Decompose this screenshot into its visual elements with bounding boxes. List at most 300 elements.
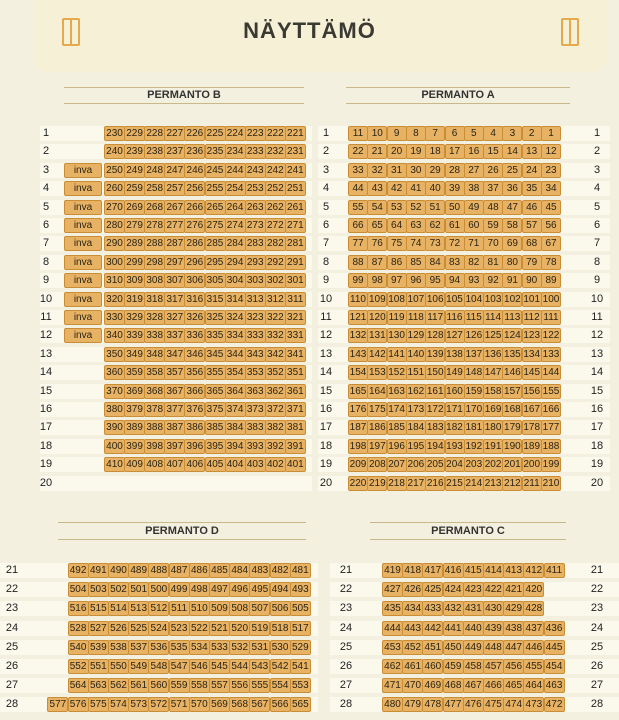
seat-permanto-b[interactable]: 288 bbox=[144, 236, 165, 251]
seat-permanto-d[interactable]: 525 bbox=[128, 621, 149, 636]
seat-permanto-b[interactable]: 388 bbox=[144, 420, 165, 435]
seat-permanto-a[interactable]: 83 bbox=[445, 255, 465, 270]
seat-permanto-d[interactable]: 546 bbox=[189, 659, 210, 674]
seat-permanto-a[interactable]: 70 bbox=[483, 236, 503, 251]
seat-permanto-d[interactable]: 492 bbox=[68, 563, 89, 578]
seat-permanto-d[interactable]: 501 bbox=[128, 582, 149, 597]
seat-permanto-c[interactable]: 424 bbox=[443, 582, 464, 597]
seat-permanto-a[interactable]: 133 bbox=[542, 349, 560, 360]
seat-permanto-a[interactable]: 204 bbox=[446, 459, 463, 470]
seat-permanto-b[interactable]: 400 bbox=[104, 439, 125, 454]
seat-permanto-b[interactable]: 222 bbox=[265, 126, 286, 141]
seat-permanto-b[interactable]: 377 bbox=[164, 402, 185, 417]
seat-permanto-a[interactable]: 26 bbox=[483, 163, 503, 178]
seat-permanto-a[interactable]: 21 bbox=[367, 144, 387, 159]
seat-permanto-d[interactable]: 515 bbox=[88, 601, 109, 616]
seat-permanto-c[interactable]: 443 bbox=[402, 621, 423, 636]
seat-permanto-c[interactable]: 476 bbox=[463, 697, 484, 712]
seat-permanto-c[interactable]: 469 bbox=[422, 678, 443, 693]
seat-permanto-c[interactable]: 414 bbox=[483, 563, 504, 578]
seat-permanto-d[interactable]: 510 bbox=[189, 601, 210, 616]
seat-permanto-d[interactable]: 569 bbox=[209, 697, 230, 712]
seat-permanto-d[interactable]: 572 bbox=[148, 697, 169, 712]
seat-permanto-d[interactable]: 559 bbox=[169, 678, 190, 693]
seat-permanto-c[interactable]: 427 bbox=[382, 582, 403, 597]
seat-permanto-a[interactable]: 94 bbox=[445, 273, 465, 288]
seat-permanto-a[interactable]: 148 bbox=[465, 367, 483, 378]
seat-permanto-a[interactable]: 208 bbox=[368, 459, 386, 470]
seat-permanto-b[interactable]: 354 bbox=[225, 365, 246, 380]
seat-permanto-b[interactable]: 374 bbox=[225, 402, 246, 417]
seat-permanto-a[interactable]: 131 bbox=[368, 330, 386, 341]
seat-permanto-a[interactable]: 200 bbox=[523, 459, 541, 470]
wheelchair-seat[interactable]: inva bbox=[64, 163, 102, 178]
seat-permanto-a[interactable]: 132 bbox=[349, 330, 367, 341]
seat-permanto-c[interactable]: 418 bbox=[402, 563, 423, 578]
seat-permanto-b[interactable]: 407 bbox=[164, 457, 185, 472]
seat-permanto-b[interactable]: 398 bbox=[144, 439, 165, 454]
seat-permanto-a[interactable]: 218 bbox=[388, 478, 405, 489]
seat-permanto-d[interactable]: 504 bbox=[68, 582, 89, 597]
seat-permanto-d[interactable]: 526 bbox=[108, 621, 129, 636]
seat-permanto-d[interactable]: 570 bbox=[189, 697, 210, 712]
seat-permanto-b[interactable]: 275 bbox=[205, 218, 226, 233]
seat-permanto-c[interactable]: 426 bbox=[402, 582, 423, 597]
seat-permanto-b[interactable]: 369 bbox=[124, 384, 145, 399]
seat-permanto-c[interactable]: 450 bbox=[443, 640, 464, 655]
seat-permanto-a[interactable]: 73 bbox=[425, 236, 445, 251]
wheelchair-seat[interactable]: inva bbox=[64, 310, 102, 325]
seat-permanto-b[interactable]: 234 bbox=[225, 144, 246, 159]
seat-permanto-b[interactable]: 231 bbox=[285, 144, 306, 159]
seat-permanto-b[interactable]: 396 bbox=[184, 439, 205, 454]
seat-permanto-a[interactable]: 152 bbox=[388, 367, 405, 378]
seat-permanto-c[interactable]: 432 bbox=[443, 601, 464, 616]
seat-permanto-b[interactable]: 362 bbox=[265, 384, 286, 399]
seat-permanto-b[interactable]: 272 bbox=[265, 218, 286, 233]
seat-permanto-c[interactable]: 466 bbox=[483, 678, 504, 693]
seat-permanto-b[interactable]: 266 bbox=[184, 200, 205, 215]
seat-permanto-a[interactable]: 12 bbox=[541, 144, 561, 159]
seat-permanto-a[interactable]: 23 bbox=[541, 163, 561, 178]
seat-permanto-a[interactable]: 107 bbox=[407, 294, 425, 305]
seat-permanto-b[interactable]: 402 bbox=[265, 457, 286, 472]
seat-permanto-a[interactable]: 128 bbox=[426, 330, 444, 341]
seat-permanto-c[interactable]: 445 bbox=[544, 640, 565, 655]
seat-permanto-b[interactable]: 331 bbox=[285, 328, 306, 343]
seat-permanto-d[interactable]: 516 bbox=[68, 601, 89, 616]
seat-permanto-b[interactable]: 301 bbox=[285, 273, 306, 288]
seat-permanto-b[interactable]: 289 bbox=[124, 236, 145, 251]
seat-permanto-a[interactable]: 127 bbox=[446, 330, 463, 341]
seat-permanto-a[interactable]: 56 bbox=[541, 218, 561, 233]
seat-permanto-d[interactable]: 481 bbox=[290, 563, 311, 578]
seat-permanto-c[interactable]: 412 bbox=[523, 563, 544, 578]
seat-permanto-b[interactable]: 394 bbox=[225, 439, 246, 454]
seat-permanto-a[interactable]: 74 bbox=[406, 236, 426, 251]
seat-permanto-c[interactable]: 457 bbox=[483, 659, 504, 674]
seat-permanto-a[interactable]: 122 bbox=[542, 330, 560, 341]
seat-permanto-c[interactable]: 464 bbox=[523, 678, 544, 693]
seat-permanto-a[interactable]: 51 bbox=[425, 200, 445, 215]
seat-permanto-a[interactable]: 55 bbox=[348, 200, 368, 215]
seat-permanto-c[interactable]: 434 bbox=[402, 601, 423, 616]
seat-permanto-b[interactable]: 403 bbox=[245, 457, 266, 472]
seat-permanto-a[interactable]: 84 bbox=[425, 255, 445, 270]
wheelchair-seat[interactable]: inva bbox=[64, 200, 102, 215]
wheelchair-seat[interactable]: inva bbox=[64, 218, 102, 233]
seat-permanto-a[interactable]: 5 bbox=[464, 126, 484, 141]
seat-permanto-b[interactable]: 391 bbox=[285, 439, 306, 454]
seat-permanto-b[interactable]: 379 bbox=[124, 402, 145, 417]
seat-permanto-a[interactable]: 18 bbox=[425, 144, 445, 159]
seat-permanto-a[interactable]: 90 bbox=[522, 273, 542, 288]
seat-permanto-b[interactable]: 290 bbox=[104, 236, 125, 251]
seat-permanto-d[interactable]: 561 bbox=[128, 678, 149, 693]
seat-permanto-a[interactable]: 41 bbox=[406, 181, 426, 196]
seat-permanto-a[interactable]: 44 bbox=[348, 181, 368, 196]
seat-permanto-a[interactable]: 197 bbox=[368, 441, 386, 452]
seat-permanto-d[interactable]: 489 bbox=[128, 563, 149, 578]
seat-permanto-a[interactable]: 42 bbox=[387, 181, 407, 196]
seat-permanto-a[interactable]: 1 bbox=[541, 126, 561, 141]
seat-permanto-d[interactable]: 540 bbox=[68, 640, 89, 655]
seat-permanto-a[interactable]: 173 bbox=[407, 404, 425, 415]
seat-permanto-d[interactable]: 543 bbox=[249, 659, 270, 674]
seat-permanto-a[interactable]: 135 bbox=[504, 349, 521, 360]
seat-permanto-d[interactable]: 503 bbox=[88, 582, 109, 597]
seat-permanto-a[interactable]: 141 bbox=[388, 349, 405, 360]
seat-permanto-d[interactable]: 541 bbox=[290, 659, 311, 674]
seat-permanto-b[interactable]: 320 bbox=[104, 292, 125, 307]
seat-permanto-a[interactable]: 157 bbox=[504, 386, 521, 397]
seat-permanto-d[interactable]: 566 bbox=[270, 697, 291, 712]
seat-permanto-b[interactable]: 230 bbox=[104, 126, 125, 141]
seat-permanto-a[interactable]: 117 bbox=[425, 310, 445, 325]
wheelchair-seat[interactable]: inva bbox=[64, 292, 102, 307]
seat-permanto-a[interactable]: 177 bbox=[542, 422, 560, 433]
seat-permanto-a[interactable]: 7 bbox=[425, 126, 445, 141]
seat-permanto-c[interactable]: 479 bbox=[402, 697, 423, 712]
seat-permanto-c[interactable]: 468 bbox=[443, 678, 464, 693]
seat-permanto-d[interactable]: 562 bbox=[108, 678, 129, 693]
seat-permanto-c[interactable]: 470 bbox=[402, 678, 423, 693]
seat-permanto-d[interactable]: 574 bbox=[108, 697, 129, 712]
seat-permanto-d[interactable]: 507 bbox=[249, 601, 270, 616]
seat-permanto-a[interactable]: 14 bbox=[502, 144, 522, 159]
seat-permanto-a[interactable]: 69 bbox=[502, 236, 522, 251]
seat-permanto-d[interactable]: 575 bbox=[88, 697, 109, 712]
seat-permanto-a[interactable]: 75 bbox=[387, 236, 407, 251]
seat-permanto-b[interactable]: 381 bbox=[285, 420, 306, 435]
seat-permanto-a[interactable]: 36 bbox=[502, 181, 522, 196]
seat-permanto-a[interactable]: 149 bbox=[446, 367, 463, 378]
seat-permanto-b[interactable]: 291 bbox=[285, 255, 306, 270]
seat-permanto-b[interactable]: 345 bbox=[205, 347, 226, 362]
seat-permanto-b[interactable]: 299 bbox=[124, 255, 145, 270]
seat-permanto-c[interactable]: 438 bbox=[503, 621, 524, 636]
seat-permanto-c[interactable]: 433 bbox=[422, 601, 443, 616]
seat-permanto-c[interactable]: 428 bbox=[523, 601, 544, 616]
seat-permanto-b[interactable]: 292 bbox=[265, 255, 286, 270]
seat-permanto-a[interactable]: 209 bbox=[349, 459, 367, 470]
seat-permanto-d[interactable]: 560 bbox=[148, 678, 169, 693]
seat-permanto-b[interactable]: 408 bbox=[144, 457, 165, 472]
seat-permanto-a[interactable]: 35 bbox=[522, 181, 542, 196]
seat-permanto-d[interactable]: 555 bbox=[249, 678, 270, 693]
seat-permanto-b[interactable]: 361 bbox=[285, 384, 306, 399]
seat-permanto-a[interactable]: 92 bbox=[483, 273, 503, 288]
seat-permanto-d[interactable]: 538 bbox=[108, 640, 129, 655]
seat-permanto-d[interactable]: 577 bbox=[47, 697, 68, 712]
seat-permanto-a[interactable]: 25 bbox=[502, 163, 522, 178]
seat-permanto-a[interactable]: 2 bbox=[522, 126, 542, 141]
seat-permanto-a[interactable]: 112 bbox=[522, 310, 542, 325]
seat-permanto-b[interactable]: 227 bbox=[164, 126, 185, 141]
seat-permanto-b[interactable]: 401 bbox=[285, 457, 306, 472]
seat-permanto-b[interactable]: 350 bbox=[104, 347, 125, 362]
seat-permanto-b[interactable]: 297 bbox=[164, 255, 185, 270]
seat-permanto-a[interactable]: 206 bbox=[407, 459, 425, 470]
seat-permanto-d[interactable]: 505 bbox=[290, 601, 311, 616]
seat-permanto-a[interactable]: 146 bbox=[504, 367, 521, 378]
seat-permanto-a[interactable]: 96 bbox=[406, 273, 426, 288]
seat-permanto-b[interactable]: 304 bbox=[225, 273, 246, 288]
seat-permanto-a[interactable]: 39 bbox=[445, 181, 465, 196]
seat-permanto-d[interactable]: 532 bbox=[229, 640, 250, 655]
seat-permanto-b[interactable]: 389 bbox=[124, 420, 145, 435]
seat-permanto-a[interactable]: 123 bbox=[523, 330, 541, 341]
seat-permanto-b[interactable]: 333 bbox=[245, 328, 266, 343]
seat-permanto-b[interactable]: 332 bbox=[265, 328, 286, 343]
seat-permanto-a[interactable]: 81 bbox=[483, 255, 503, 270]
seat-permanto-d[interactable]: 520 bbox=[229, 621, 250, 636]
seat-permanto-c[interactable]: 413 bbox=[503, 563, 524, 578]
seat-permanto-b[interactable]: 269 bbox=[124, 200, 145, 215]
seat-permanto-a[interactable]: 17 bbox=[445, 144, 465, 159]
seat-permanto-b[interactable]: 302 bbox=[265, 273, 286, 288]
seat-permanto-c[interactable]: 455 bbox=[523, 659, 544, 674]
seat-permanto-a[interactable]: 167 bbox=[523, 404, 541, 415]
seat-permanto-b[interactable]: 300 bbox=[104, 255, 125, 270]
seat-permanto-b[interactable]: 284 bbox=[225, 236, 246, 251]
seat-permanto-b[interactable]: 406 bbox=[184, 457, 205, 472]
seat-permanto-b[interactable]: 323 bbox=[245, 310, 266, 325]
seat-permanto-a[interactable]: 187 bbox=[349, 422, 367, 433]
seat-permanto-b[interactable]: 317 bbox=[164, 292, 185, 307]
seat-permanto-b[interactable]: 239 bbox=[124, 144, 145, 159]
seat-permanto-c[interactable]: 416 bbox=[443, 563, 464, 578]
seat-permanto-a[interactable]: 114 bbox=[483, 310, 503, 325]
seat-permanto-c[interactable]: 425 bbox=[422, 582, 443, 597]
seat-permanto-a[interactable]: 116 bbox=[445, 310, 465, 325]
seat-permanto-b[interactable]: 326 bbox=[184, 310, 205, 325]
seat-permanto-a[interactable]: 8 bbox=[406, 126, 426, 141]
seat-permanto-a[interactable]: 166 bbox=[542, 404, 560, 415]
seat-permanto-a[interactable]: 205 bbox=[426, 459, 444, 470]
seat-permanto-d[interactable]: 531 bbox=[249, 640, 270, 655]
seat-permanto-a[interactable]: 93 bbox=[464, 273, 484, 288]
seat-permanto-b[interactable]: 358 bbox=[144, 365, 165, 380]
seat-permanto-b[interactable]: 287 bbox=[164, 236, 185, 251]
seat-permanto-b[interactable]: 368 bbox=[144, 384, 165, 399]
seat-permanto-b[interactable]: 248 bbox=[144, 163, 165, 178]
seat-permanto-b[interactable]: 353 bbox=[245, 365, 266, 380]
seat-permanto-d[interactable]: 483 bbox=[249, 563, 270, 578]
seat-permanto-a[interactable]: 105 bbox=[446, 294, 463, 305]
seat-permanto-b[interactable]: 273 bbox=[245, 218, 266, 233]
seat-permanto-a[interactable]: 201 bbox=[504, 459, 521, 470]
seat-permanto-b[interactable]: 246 bbox=[184, 163, 205, 178]
seat-permanto-a[interactable]: 99 bbox=[348, 273, 368, 288]
seat-permanto-b[interactable]: 303 bbox=[245, 273, 266, 288]
seat-permanto-b[interactable]: 229 bbox=[124, 126, 145, 141]
seat-permanto-a[interactable]: 103 bbox=[484, 294, 502, 305]
seat-permanto-a[interactable]: 202 bbox=[484, 459, 502, 470]
seat-permanto-c[interactable]: 472 bbox=[544, 697, 565, 712]
seat-permanto-d[interactable]: 485 bbox=[209, 563, 230, 578]
seat-permanto-c[interactable]: 452 bbox=[402, 640, 423, 655]
seat-permanto-a[interactable]: 193 bbox=[446, 441, 463, 452]
seat-permanto-a[interactable]: 142 bbox=[368, 349, 386, 360]
seat-permanto-a[interactable]: 165 bbox=[349, 386, 367, 397]
seat-permanto-d[interactable]: 557 bbox=[209, 678, 230, 693]
seat-permanto-b[interactable]: 270 bbox=[104, 200, 125, 215]
seat-permanto-b[interactable]: 386 bbox=[184, 420, 205, 435]
seat-permanto-a[interactable]: 183 bbox=[426, 422, 444, 433]
seat-permanto-b[interactable]: 364 bbox=[225, 384, 246, 399]
seat-permanto-a[interactable]: 172 bbox=[426, 404, 444, 415]
seat-permanto-b[interactable]: 238 bbox=[144, 144, 165, 159]
seat-permanto-a[interactable]: 191 bbox=[484, 441, 502, 452]
seat-permanto-a[interactable]: 52 bbox=[406, 200, 426, 215]
seat-permanto-a[interactable]: 76 bbox=[367, 236, 387, 251]
seat-permanto-a[interactable]: 24 bbox=[522, 163, 542, 178]
seat-permanto-b[interactable]: 257 bbox=[164, 181, 185, 196]
seat-permanto-b[interactable]: 351 bbox=[285, 365, 306, 380]
seat-permanto-a[interactable]: 4 bbox=[483, 126, 503, 141]
seat-permanto-d[interactable]: 537 bbox=[128, 640, 149, 655]
seat-permanto-d[interactable]: 519 bbox=[249, 621, 270, 636]
seat-permanto-c[interactable]: 473 bbox=[523, 697, 544, 712]
seat-permanto-a[interactable]: 140 bbox=[407, 349, 425, 360]
seat-permanto-d[interactable]: 509 bbox=[209, 601, 230, 616]
seat-permanto-a[interactable]: 213 bbox=[484, 478, 502, 489]
seat-permanto-a[interactable]: 82 bbox=[464, 255, 484, 270]
seat-permanto-a[interactable]: 154 bbox=[349, 367, 367, 378]
seat-permanto-b[interactable]: 376 bbox=[184, 402, 205, 417]
seat-permanto-b[interactable]: 224 bbox=[225, 126, 246, 141]
seat-permanto-a[interactable]: 47 bbox=[502, 200, 522, 215]
seat-permanto-a[interactable]: 53 bbox=[387, 200, 407, 215]
seat-permanto-b[interactable]: 370 bbox=[104, 384, 125, 399]
seat-permanto-b[interactable]: 262 bbox=[265, 200, 286, 215]
seat-permanto-a[interactable]: 59 bbox=[483, 218, 503, 233]
seat-permanto-b[interactable]: 385 bbox=[205, 420, 226, 435]
wheelchair-seat[interactable]: inva bbox=[64, 273, 102, 288]
seat-permanto-a[interactable]: 66 bbox=[348, 218, 368, 233]
seat-permanto-a[interactable]: 106 bbox=[426, 294, 444, 305]
seat-permanto-a[interactable]: 89 bbox=[541, 273, 561, 288]
seat-permanto-d[interactable]: 522 bbox=[189, 621, 210, 636]
seat-permanto-a[interactable]: 180 bbox=[484, 422, 502, 433]
wheelchair-seat[interactable]: inva bbox=[64, 328, 102, 343]
seat-permanto-a[interactable]: 156 bbox=[523, 386, 541, 397]
wheelchair-seat[interactable]: inva bbox=[64, 255, 102, 270]
seat-permanto-d[interactable]: 545 bbox=[209, 659, 230, 674]
seat-permanto-d[interactable]: 530 bbox=[270, 640, 291, 655]
seat-permanto-b[interactable]: 307 bbox=[164, 273, 185, 288]
seat-permanto-b[interactable]: 338 bbox=[144, 328, 165, 343]
seat-permanto-b[interactable]: 321 bbox=[285, 310, 306, 325]
seat-permanto-a[interactable]: 109 bbox=[368, 294, 386, 305]
seat-permanto-d[interactable]: 528 bbox=[68, 621, 89, 636]
seat-permanto-b[interactable]: 252 bbox=[265, 181, 286, 196]
seat-permanto-a[interactable]: 134 bbox=[523, 349, 541, 360]
seat-permanto-a[interactable]: 161 bbox=[426, 386, 444, 397]
seat-permanto-b[interactable]: 357 bbox=[164, 365, 185, 380]
seat-permanto-d[interactable]: 506 bbox=[270, 601, 291, 616]
seat-permanto-a[interactable]: 57 bbox=[522, 218, 542, 233]
seat-permanto-b[interactable]: 356 bbox=[184, 365, 205, 380]
seat-permanto-d[interactable]: 564 bbox=[68, 678, 89, 693]
seat-permanto-d[interactable]: 552 bbox=[68, 659, 89, 674]
seat-permanto-b[interactable]: 283 bbox=[245, 236, 266, 251]
seat-permanto-b[interactable]: 261 bbox=[285, 200, 306, 215]
seat-permanto-b[interactable]: 342 bbox=[265, 347, 286, 362]
seat-permanto-b[interactable]: 256 bbox=[184, 181, 205, 196]
seat-permanto-b[interactable]: 228 bbox=[144, 126, 165, 141]
seat-permanto-b[interactable]: 378 bbox=[144, 402, 165, 417]
seat-permanto-b[interactable]: 243 bbox=[245, 163, 266, 178]
seat-permanto-a[interactable]: 210 bbox=[542, 478, 560, 489]
seat-permanto-b[interactable]: 277 bbox=[164, 218, 185, 233]
seat-permanto-b[interactable]: 404 bbox=[225, 457, 246, 472]
seat-permanto-c[interactable]: 431 bbox=[463, 601, 484, 616]
seat-permanto-b[interactable]: 316 bbox=[184, 292, 205, 307]
seat-permanto-a[interactable]: 98 bbox=[367, 273, 387, 288]
seat-permanto-b[interactable]: 324 bbox=[225, 310, 246, 325]
seat-permanto-a[interactable]: 182 bbox=[446, 422, 463, 433]
seat-permanto-d[interactable]: 563 bbox=[88, 678, 109, 693]
seat-permanto-d[interactable]: 497 bbox=[209, 582, 230, 597]
seat-permanto-a[interactable]: 189 bbox=[523, 441, 541, 452]
seat-permanto-a[interactable]: 217 bbox=[407, 478, 425, 489]
seat-permanto-b[interactable]: 330 bbox=[104, 310, 125, 325]
seat-permanto-a[interactable]: 147 bbox=[484, 367, 502, 378]
seat-permanto-a[interactable]: 50 bbox=[445, 200, 465, 215]
wheelchair-seat[interactable]: inva bbox=[64, 181, 102, 196]
seat-permanto-d[interactable]: 499 bbox=[169, 582, 190, 597]
seat-permanto-a[interactable]: 13 bbox=[522, 144, 542, 159]
seat-permanto-a[interactable]: 125 bbox=[484, 330, 502, 341]
seat-permanto-b[interactable]: 264 bbox=[225, 200, 246, 215]
seat-permanto-b[interactable]: 240 bbox=[104, 144, 125, 159]
seat-permanto-b[interactable]: 372 bbox=[265, 402, 286, 417]
seat-permanto-c[interactable]: 444 bbox=[382, 621, 403, 636]
seat-permanto-b[interactable]: 280 bbox=[104, 218, 125, 233]
seat-permanto-b[interactable]: 298 bbox=[144, 255, 165, 270]
seat-permanto-a[interactable]: 80 bbox=[502, 255, 522, 270]
seat-permanto-b[interactable]: 329 bbox=[124, 310, 145, 325]
seat-permanto-a[interactable]: 71 bbox=[464, 236, 484, 251]
seat-permanto-b[interactable]: 309 bbox=[124, 273, 145, 288]
seat-permanto-b[interactable]: 375 bbox=[205, 402, 226, 417]
seat-permanto-c[interactable]: 474 bbox=[503, 697, 524, 712]
seat-permanto-a[interactable]: 27 bbox=[464, 163, 484, 178]
seat-permanto-b[interactable]: 285 bbox=[205, 236, 226, 251]
seat-permanto-c[interactable]: 471 bbox=[382, 678, 403, 693]
